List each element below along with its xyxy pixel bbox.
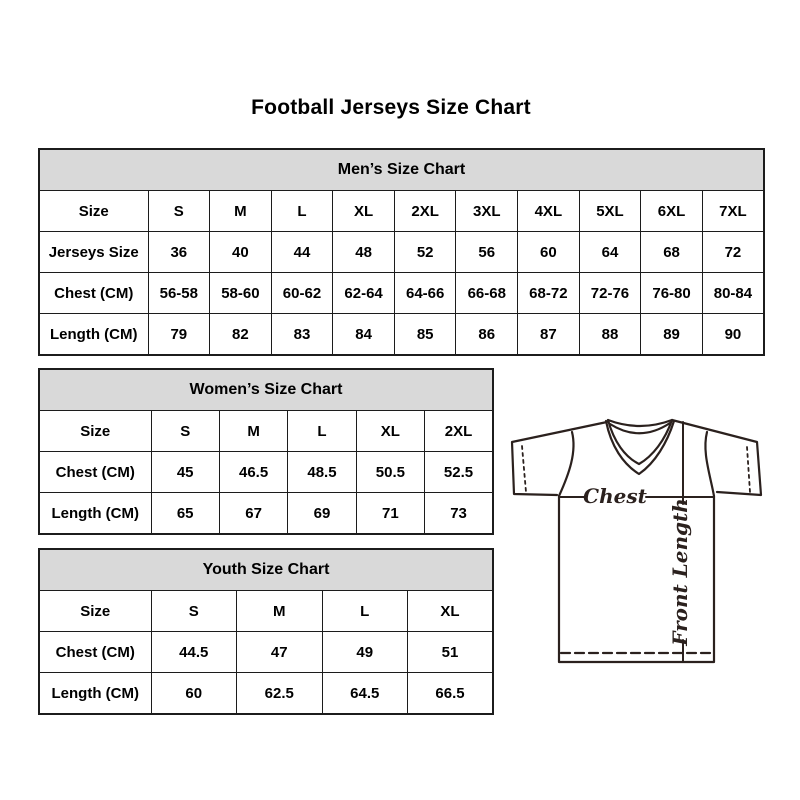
value-cell: 86 — [456, 314, 518, 356]
value-cell: 72-76 — [579, 273, 641, 314]
table-header-row — [39, 149, 764, 191]
value-cell: 83 — [271, 314, 333, 356]
row-label-cell: Jerseys Size — [39, 232, 148, 273]
right-cuff-dashed-line — [747, 447, 750, 492]
table-row — [39, 411, 493, 452]
value-cell: 50.5 — [356, 452, 424, 493]
womens-table-header: Women’s Size Chart — [39, 369, 493, 411]
value-cell: 69 — [288, 493, 356, 535]
value-cell: XL — [356, 411, 424, 452]
value-cell: M — [219, 411, 287, 452]
value-cell: 2XL — [425, 411, 493, 452]
value-cell: S — [151, 591, 237, 632]
value-cell: 62.5 — [237, 673, 323, 715]
page-title: Football Jerseys Size Chart — [251, 96, 531, 119]
value-cell: 6XL — [641, 191, 703, 232]
value-cell: 89 — [641, 314, 703, 356]
value-cell: 88 — [579, 314, 641, 356]
value-cell: 66-68 — [456, 273, 518, 314]
value-cell: 58-60 — [210, 273, 272, 314]
row-label-cell: Length (CM) — [39, 314, 148, 356]
value-cell: L — [322, 591, 408, 632]
value-cell: S — [151, 411, 219, 452]
value-cell: L — [271, 191, 333, 232]
value-cell: L — [288, 411, 356, 452]
mens-size-table — [38, 148, 765, 356]
row-label-cell: Chest (CM) — [39, 452, 151, 493]
value-cell: 66.5 — [408, 673, 494, 715]
value-cell: 52 — [394, 232, 456, 273]
value-cell: 80-84 — [702, 273, 764, 314]
value-cell: M — [210, 191, 272, 232]
womens-size-table — [38, 368, 494, 535]
jersey-left-armhole-seam — [559, 432, 574, 496]
table-row — [39, 232, 764, 273]
value-cell: 67 — [219, 493, 287, 535]
row-label-cell: Size — [39, 591, 151, 632]
jersey-right-armhole-seam — [705, 432, 714, 496]
value-cell: 46.5 — [219, 452, 287, 493]
value-cell: 62-64 — [333, 273, 395, 314]
value-cell: 72 — [702, 232, 764, 273]
value-cell: 85 — [394, 314, 456, 356]
left-cuff-dashed-line — [522, 446, 526, 492]
value-cell: 48 — [333, 232, 395, 273]
value-cell: M — [237, 591, 323, 632]
value-cell: 48.5 — [288, 452, 356, 493]
value-cell: 45 — [151, 452, 219, 493]
row-label-cell: Size — [39, 411, 151, 452]
value-cell: 40 — [210, 232, 272, 273]
row-label-cell: Length (CM) — [39, 673, 151, 715]
value-cell: 65 — [151, 493, 219, 535]
value-cell: 47 — [237, 632, 323, 673]
table-row — [39, 591, 493, 632]
jersey-measurement-diagram — [500, 400, 780, 680]
value-cell: 36 — [148, 232, 210, 273]
table-row — [39, 191, 764, 232]
value-cell: 5XL — [579, 191, 641, 232]
value-cell: 87 — [518, 314, 580, 356]
value-cell: 68-72 — [518, 273, 580, 314]
jersey-collar-vneck-edge — [606, 421, 674, 474]
row-label-cell: Chest (CM) — [39, 273, 148, 314]
value-cell: 49 — [322, 632, 408, 673]
value-cell: 52.5 — [425, 452, 493, 493]
value-cell: 44 — [271, 232, 333, 273]
table-header-row — [39, 369, 493, 411]
table-row — [39, 314, 764, 356]
value-cell: XL — [408, 591, 494, 632]
table-header-row — [39, 549, 493, 591]
row-label-cell: Length (CM) — [39, 493, 151, 535]
value-cell: 2XL — [394, 191, 456, 232]
table-row — [39, 452, 493, 493]
value-cell: 7XL — [702, 191, 764, 232]
value-cell: 90 — [702, 314, 764, 356]
front-length-label: Front Length — [668, 498, 692, 646]
youth-table-header: Youth Size Chart — [39, 549, 493, 591]
value-cell: XL — [333, 191, 395, 232]
value-cell: 82 — [210, 314, 272, 356]
value-cell: 64.5 — [322, 673, 408, 715]
value-cell: 56-58 — [148, 273, 210, 314]
mens-table-header: Men’s Size Chart — [39, 149, 764, 191]
table-row — [39, 273, 764, 314]
table-row — [39, 493, 493, 535]
value-cell: 68 — [641, 232, 703, 273]
value-cell: 3XL — [456, 191, 518, 232]
value-cell: 76-80 — [641, 273, 703, 314]
value-cell: 60 — [151, 673, 237, 715]
row-label-cell: Chest (CM) — [39, 632, 151, 673]
table-row — [39, 632, 493, 673]
jersey-collar-back-arc — [608, 420, 672, 426]
value-cell: 64-66 — [394, 273, 456, 314]
value-cell: 60 — [518, 232, 580, 273]
value-cell: 64 — [579, 232, 641, 273]
value-cell: 79 — [148, 314, 210, 356]
value-cell: 4XL — [518, 191, 580, 232]
youth-size-table — [38, 548, 494, 715]
table-row — [39, 673, 493, 715]
value-cell: 73 — [425, 493, 493, 535]
value-cell: 71 — [356, 493, 424, 535]
row-label-cell: Size — [39, 191, 148, 232]
value-cell: 44.5 — [151, 632, 237, 673]
value-cell: 84 — [333, 314, 395, 356]
value-cell: S — [148, 191, 210, 232]
chest-label: Chest — [583, 484, 647, 508]
value-cell: 60-62 — [271, 273, 333, 314]
value-cell: 51 — [408, 632, 494, 673]
value-cell: 56 — [456, 232, 518, 273]
